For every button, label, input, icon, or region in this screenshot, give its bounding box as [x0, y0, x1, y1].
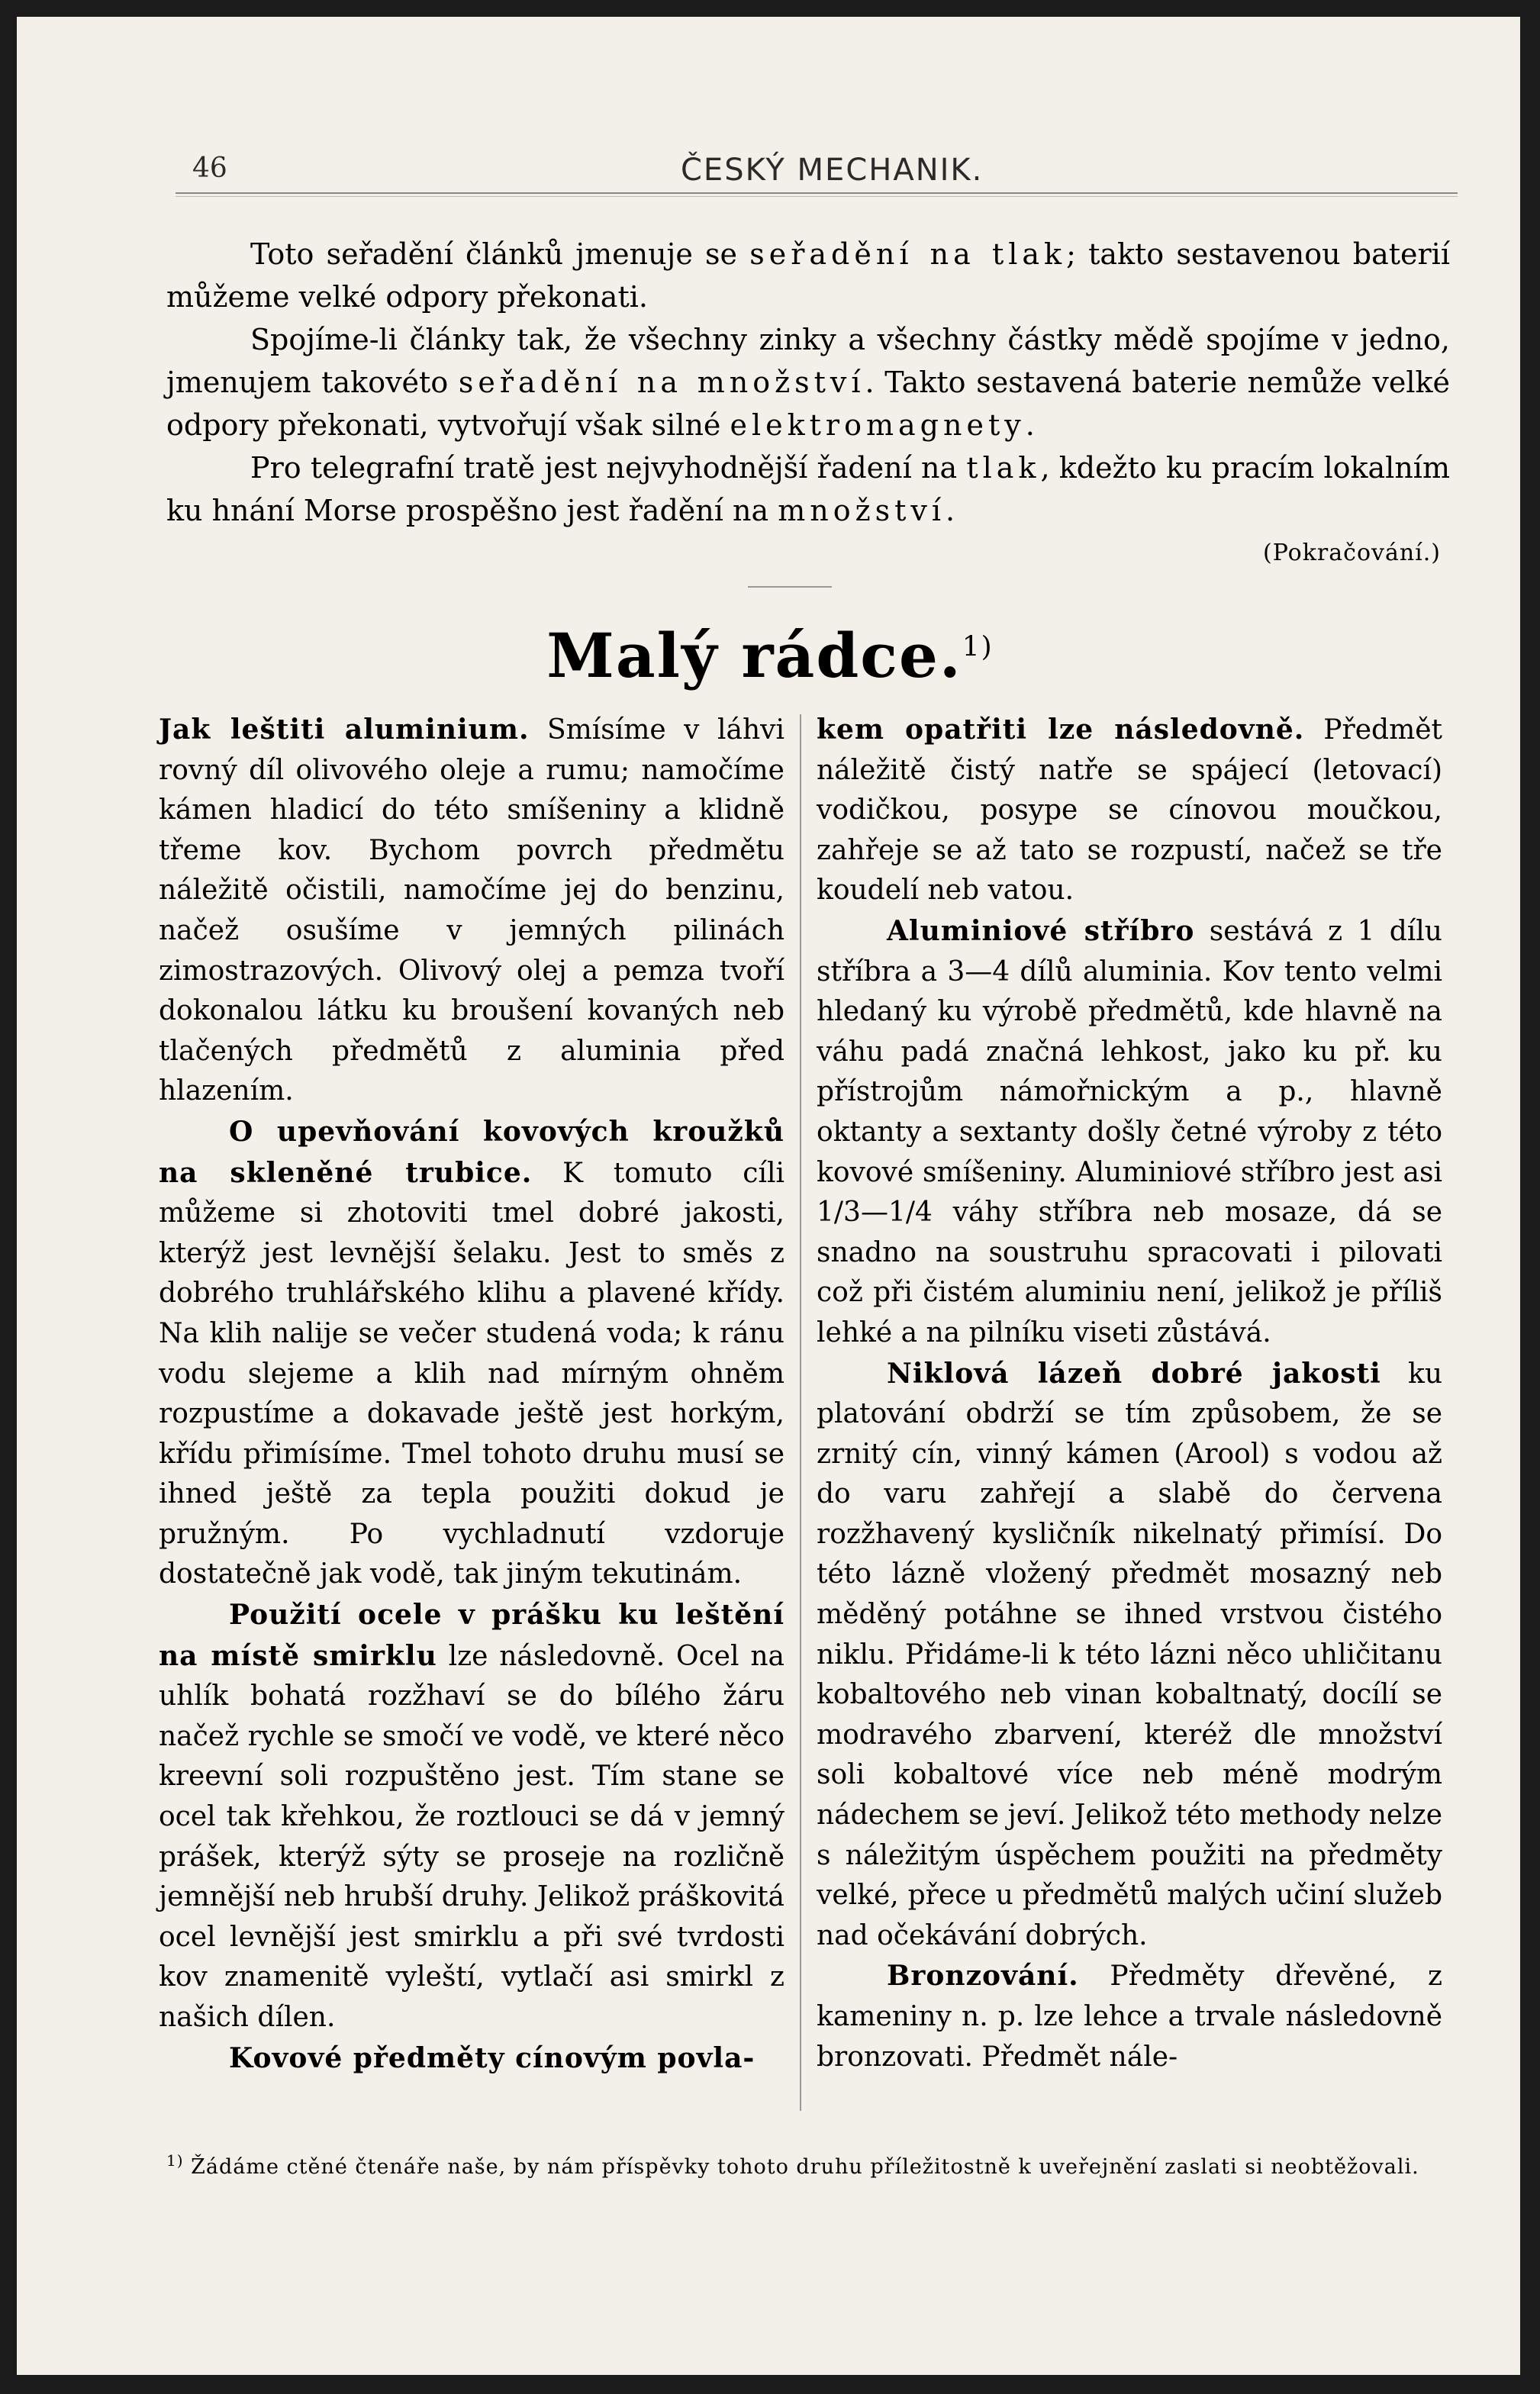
spaced-term: tlak: [966, 451, 1041, 485]
spaced-term: množství: [778, 494, 946, 527]
fraction: 1/3—1/4: [817, 1197, 933, 1229]
article-aluminium-silver: Aluminiové stříbro sestává z 1 dílu stříbra a 3—4 dílů aluminia. Kov tento velmi hledaný ku výrobě předmětů, kde hlavně na váhu padá značná lehkost, jako ku př. ku přístrojům námořnickým a p., hlavně oktanty a sextanty došly četné výroby z této kovové smíšeniny. Aluminiové stříbro jest asi 1/3—1/4 váhy stříbra neb mosaze, dá se snadno na soustruhu spracovati i pilovati což při čistém aluminiu není, jelikož je příliš lehké a na pilníku viseti zůstává.: [817, 914, 1442, 1348]
article-heading: Aluminiové stříbro: [887, 914, 1195, 947]
article-steel-powder: Použití ocele v prášku ku leštění na místě smirklu lze následovně. Ocel na uhlík bohatá rozžhaví se do bílého žáru načež rychle se smočí ve vodě, ve které něco kreevní soli rozpuštěno jest. Tím stane se ocel tak křehkou, že roztlouci se dá v jemný prášek, kterýž sýty se proseje na rozličně jemnější neb hrubší druhy. Jelikož práškovitá ocel levnější jest smirklu a při své tvrdosti kov znamenitě vyleští, vytlačí asi smirkl z našich dílen.: [159, 1599, 784, 2033]
footnote: $^{1)}$ Žádáme ctěné čtenáře naše, by nám příspěvky tohoto druhu příležitostně k uveřejnění zaslati si neobtěžovali.: [166, 2151, 1419, 2179]
article-bronzing: Bronzování. Předměty dřevěné, z kameniny n. p. lze lehce a trvale následovně bronzovati. Předmět nále-: [817, 1960, 1442, 2073]
article-heading: Použití ocele v prášku ku leštění na místě smirklu: [159, 1599, 784, 1672]
article-nickel-bath: Niklová lázeň dobré jakosti ku platování obdrží se tím způsobem, že se zrnitý cín, vinný kámen (Arool) s vodou až do varu zahřejí a slabě do červena rozžhavený kysličník nikelnatý přimísí. Do této lázně vložený předmět mosazný neb měděný potáhne se ihned vrstvou čistého niklu. Přidáme-li k této lázni něco uhličitanu kobaltového neb vinan kobaltnatý, docílí se modravého zbarvení, kteréž dle množství soli kobaltové více neb méně modrým nádechem se jeví. Jelikož této methody nelze s náležitým úspěchem použiti na předměty velké, přece u předmětů malých učiní služeb nad očekávání dobrých.: [817, 1357, 1443, 1951]
article-heading: O upevňování kovových kroužků na skleněné trubice.: [159, 1115, 784, 1189]
spaced-term: elektromagnety: [730, 408, 1026, 442]
continued-note: (Pokračování.): [1263, 540, 1441, 566]
intro-text: [166, 233, 1450, 575]
article-tin-coating: [159, 2038, 784, 2080]
section-divider: [748, 586, 832, 588]
spaced-term: seřadění na tlak: [749, 237, 1067, 271]
article-heading: Kovové předměty cínovým povla-: [229, 2041, 756, 2074]
footnote-mark: 1): [166, 2151, 184, 2170]
article-heading: Bronzování.: [887, 1960, 1079, 1993]
section-title: Malý rádce.$^{1)}$: [546, 620, 994, 691]
page-number: 46: [192, 153, 227, 184]
column-rule: [800, 714, 801, 2111]
article-heading: kem opatřiti lze následovně.: [817, 714, 1305, 746]
header-rule: [176, 192, 1458, 197]
left-column: [159, 710, 784, 2079]
article-tin-coating-cont: kem opatřiti lze následovně. Předmět náležitě čistý natře se spájecí (letovací) vodičkou, posype se cínovou moučkou, zahřeje se až tato se rozpustí, načež se tře koudelí neb vatou.: [817, 714, 1442, 907]
spaced-term: seřadění na množství: [458, 366, 865, 399]
running-header: [177, 153, 1474, 198]
intro-paragraph: Spojíme-li články tak, že všechny zinky a všechny částky mědě spojíme v jedno, jmenujem takovéto seřadění na množství. Takto sestavená baterie nemůže velké odpory překonati, vytvořují však silné elektromagnety.: [166, 323, 1450, 442]
article-heading: Niklová lázeň dobré jakosti: [887, 1357, 1381, 1390]
article-rings: O upevňování kovových kroužků na skleněné trubice. K tomuto cíli můžeme si zhotoviti tmel dobré jakosti, kterýž jest levnější šelaku. Jest to směs z dobrého truhlářského klihu a plavené křídy. Na klih nalije se večer studená voda; k ránu vodu slejeme a klih nad mírným ohněm rozpustíme a dokavade ještě jest horkým, křídu přimísíme. Tmel tohoto druhu musí se ihned ještě za tepla použiti dokud je pružným. Po vychladnutí vzdoruje dostatečně jak vodě, tak jiným tekutinám.: [159, 1115, 784, 1590]
article-heading: Jak leštiti aluminium.: [159, 714, 530, 746]
right-column: [817, 710, 1442, 2077]
footnote-mark: 1): [962, 631, 994, 663]
intro-paragraph: Toto seřadění článků jmenuje se seřadění na tlak; takto sestavenou baterií můžeme velké odpory překonati.: [166, 237, 1450, 314]
journal-title: ČESKÝ MECHANIK.: [681, 153, 984, 188]
intro-paragraph: Pro telegrafní tratě jest nejvyhodnější řadení na tlak, kdežto ku pracím lokalním ku hnání Morse prospěšno jest řadění na množství.: [166, 451, 1450, 527]
article-aluminium: Jak leštiti aluminium. Smísíme v láhvi rovný díl olivového oleje a rumu; namočíme kámen hladicí do této smíšeniny a klidně třeme kov. Bychom povrch předmětu náležitě očistili, namočíme jej do benzinu, načež osušíme v jemných pilinách zimostrazových. Olivový olej a pemza tvoří dokonalou látku ku broušení kovaných neb tlačených předmětů z aluminia před hlazením.: [159, 714, 784, 1107]
